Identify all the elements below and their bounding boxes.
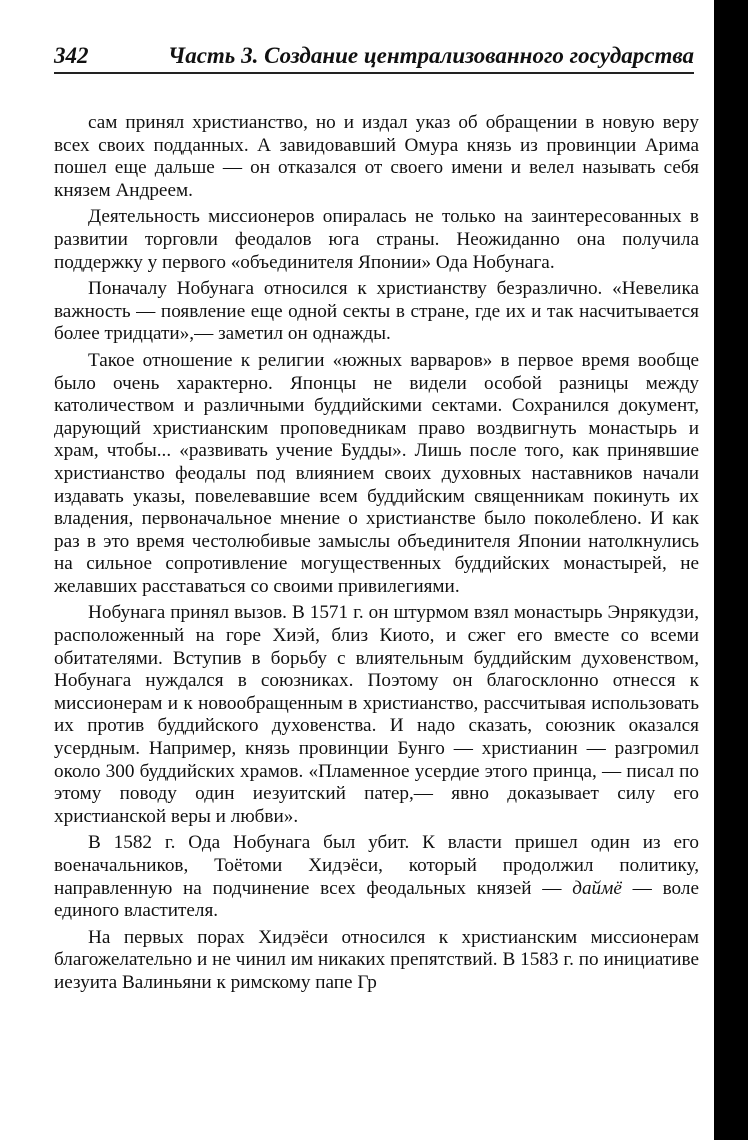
scan-dark-edge bbox=[714, 0, 748, 1140]
italic-term: даймё bbox=[572, 877, 622, 899]
paragraph-text: В 1582 г. Ода Нобунага был убит. К власти пришел один из его военачальников, Тоётоми Хидэёси, который продолжил политику, направленную на подчинение всех феодальных князей — bbox=[54, 832, 699, 899]
paragraph: Поначалу Нобунага относился к христианству безразлично. «Невелика важность — появление еще одной секты в стране, где их и так насчитывается более тридцати»,— заметил он однажды. bbox=[54, 278, 699, 345]
paragraph: На первых порах Хидэёси относился к христианским миссионерам благожелательно и не чинил им никаких препятствий. В 1583 г. по инициативе иезуита Валиньяни к римскому папе Гр bbox=[54, 926, 699, 993]
paragraph: Деятельность миссионеров опиралась не только на заинтересованных в развитии торговли феодалов юга страны. Неожиданно она получила поддержку у первого «объединителя Японии» Ода Нобунага. bbox=[54, 206, 699, 273]
page-header bbox=[54, 40, 694, 74]
paragraph bbox=[54, 832, 699, 922]
paragraph: Нобунага принял вызов. В 1571 г. он штурмом взял монастырь Энрякудзи, расположенный на горе Хиэй, близ Киото, и сжег его вместе со всеми обитателями. Вступив в борьбу с влиятельным буддийским духовенством, Нобунага нуждался в союзниках. Поэтому он благосклонно отнесся к миссионерам и к новообращенным в христианство, рассчитывая использовать их против буддийского духовенства. И надо сказать, союзник оказался усердным. Например, князь провинции Бунго — христианин — разгромил около 300 буддийских храмов. «Пламенное усердие этого принца, — писал по этому поводу один иезуитский патер,— явно доказывает силу его христианской веры и любви». bbox=[54, 602, 699, 827]
page-number: 342 bbox=[54, 43, 89, 68]
paragraph: Такое отношение к религии «южных варваров» в первое время вообще было очень характерно. Японцы не видели особой разницы между католичеством и различными буддийскими сектами. Сохранился документ, дарующий христианским проповедникам право воздвигнуть монастырь и храм, чтобы... «развивать учение Будды». Лишь после того, как принявшие христианство феодалы под влиянием своих духовных наставников начали издавать указы, повелевавшие всем буддийским священникам покинуть их владения, первоначальное мнение о христианстве было поколеблено. И как раз в это время честолюбивые замыслы объединителя Японии натолкнулись на сильное сопротивление могущественных буддийских монастырей, не желавших расставаться со своими привилегиями. bbox=[54, 349, 699, 597]
paragraph-text: — воле единого властителя. bbox=[54, 877, 699, 922]
body-text bbox=[54, 112, 699, 999]
paragraph: сам принял христианство, но и издал указ об обращении в новую веру всех своих подданных. А завидовавший Омура князь из провинции Арима пошел еще дальше — он отказался от своего имени и велел называть себя князем Андреем. bbox=[54, 112, 699, 201]
running-title: Часть 3. Создание централизованного государства bbox=[168, 43, 694, 68]
